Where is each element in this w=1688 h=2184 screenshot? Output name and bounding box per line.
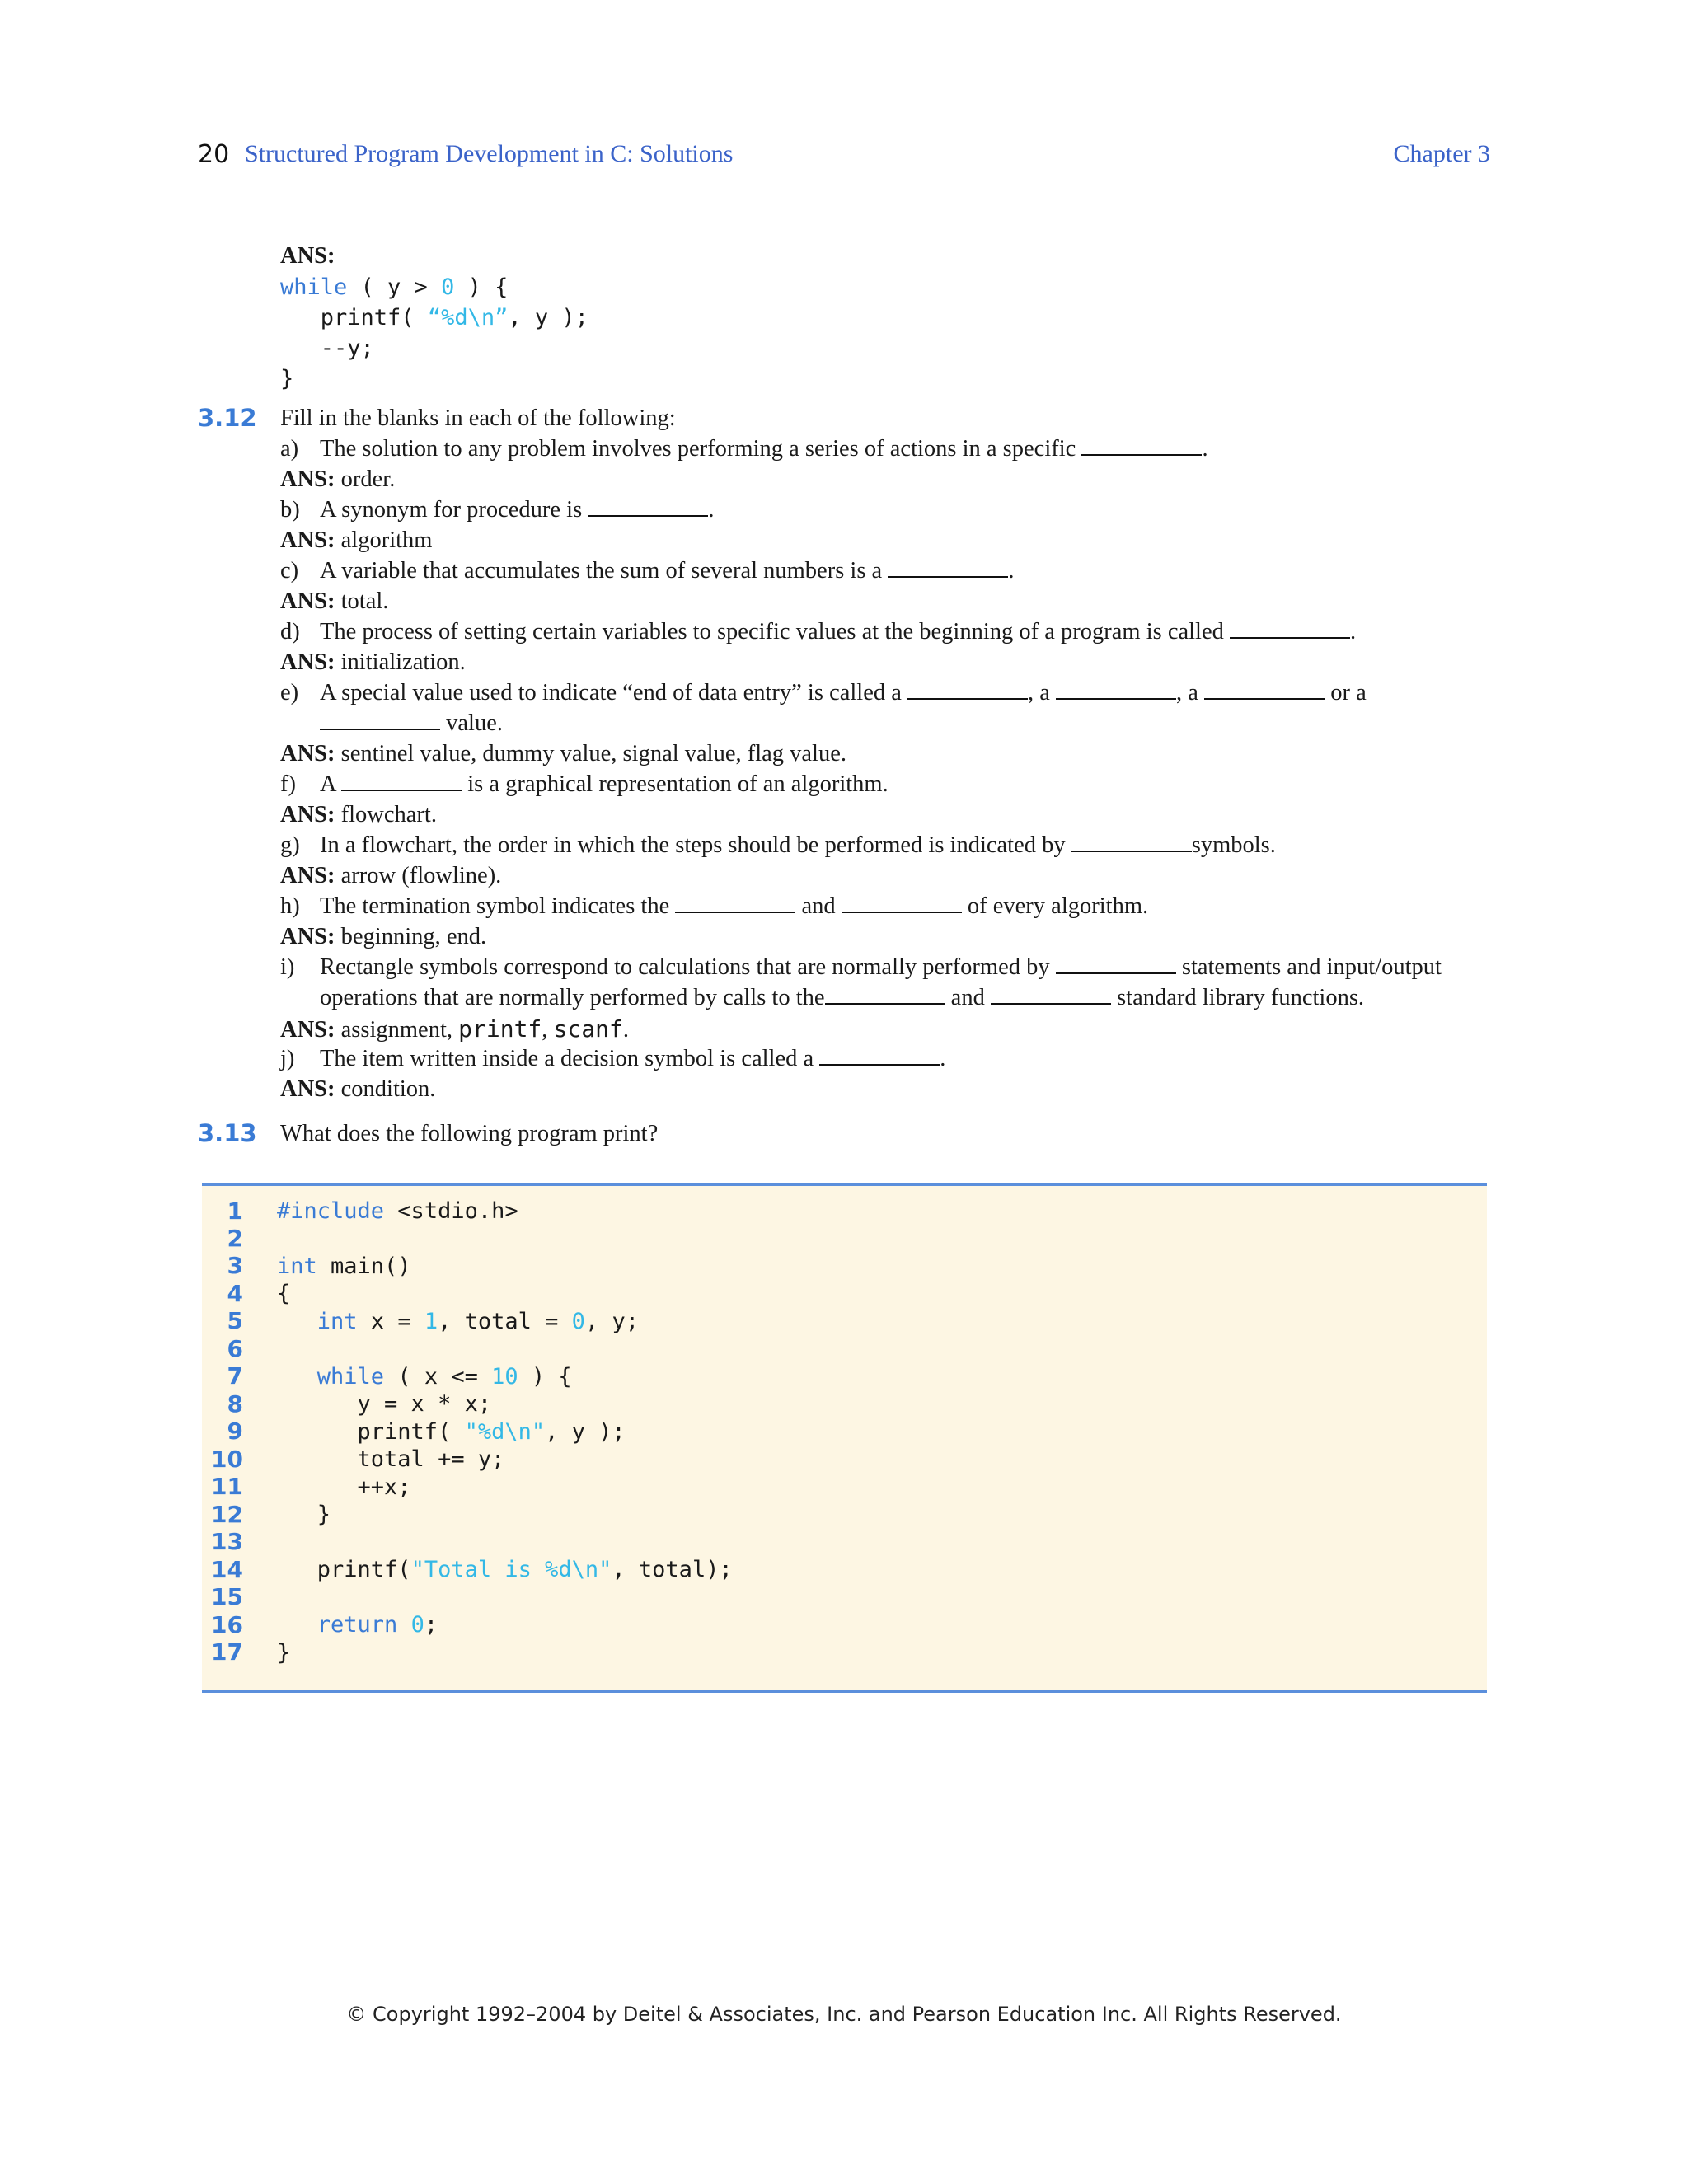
code-line: int x = 1, total = 0, y;: [316, 1309, 639, 1334]
blank: [1230, 636, 1350, 639]
blank: [341, 789, 462, 791]
code-line: printf( "%d\n", y );: [277, 1419, 626, 1445]
code-line: printf("Total is %d\n", total);: [277, 1557, 733, 1582]
answer-c: ANS: total.: [280, 588, 389, 614]
blank: [1204, 697, 1325, 700]
exercise-number: 3.13: [198, 1119, 257, 1147]
line-number: 12: [211, 1501, 243, 1528]
question-d: d) The process of setting certain variables to specific values at the beginning of a program is called .: [280, 619, 1357, 644]
question-e: e) A special value used to indicate “end of data entry” is called a , a , a or a: [280, 680, 1367, 705]
line-number: 7: [227, 1362, 243, 1390]
code-line: }: [277, 1640, 291, 1666]
ans-label: ANS:: [280, 243, 335, 269]
code-line: ++x;: [277, 1474, 411, 1500]
blank: [907, 697, 1028, 700]
answer-i: ANS: assignment, printf, scanf.: [280, 1015, 629, 1043]
question-f: f) A is a graphical representation of an algorithm.: [280, 771, 889, 797]
line-number: 5: [227, 1307, 243, 1334]
question-i: i) Rectangle symbols correspond to calculations that are normally performed by statements and input/output: [280, 954, 1442, 980]
blank: [825, 1002, 945, 1005]
question-b: b) A synonym for procedure is .: [280, 497, 715, 523]
question-h: h) The termination symbol indicates the and of every algorithm.: [280, 893, 1149, 919]
blank: [1056, 697, 1176, 700]
question-j: j) The item written inside a decision symbol is called a .: [280, 1046, 946, 1071]
code-line: return 0;: [316, 1612, 438, 1638]
answer-e: ANS: sentinel value, dummy value, signal value, flag value.: [280, 741, 847, 766]
blank: [1071, 850, 1192, 852]
running-head-chapter: Chapter 3: [1393, 140, 1490, 167]
answer-a: ANS: order.: [280, 466, 396, 492]
code-line: total += y;: [277, 1446, 505, 1472]
blank: [588, 514, 708, 517]
code-line: {: [277, 1281, 291, 1306]
blank: [1056, 972, 1176, 974]
blank: [842, 911, 962, 913]
code-line: --y;: [280, 335, 374, 361]
line-number: 10: [211, 1446, 243, 1473]
code-line: }: [277, 1502, 331, 1527]
question-c: c) A variable that accumulates the sum of several numbers is a .: [280, 558, 1015, 583]
line-number: 14: [211, 1556, 243, 1583]
question-a: a) The solution to any problem involves performing a series of actions in a specific .: [280, 436, 1208, 462]
exercise-prompt: Fill in the blanks in each of the following:: [280, 405, 676, 431]
exercise-prompt: What does the following program print?: [280, 1121, 659, 1146]
code-line: printf( “%d\n”, y );: [280, 305, 588, 330]
code-line: y = x * x;: [277, 1391, 492, 1417]
question-e-cont: value.: [320, 710, 503, 737]
answer-g: ANS: arrow (flowline).: [280, 863, 502, 888]
answer-f: ANS: flowchart.: [280, 802, 437, 827]
line-number: 15: [211, 1583, 243, 1610]
page-number: 20: [198, 140, 230, 169]
blank: [675, 911, 795, 913]
answer-j: ANS: condition.: [280, 1076, 436, 1102]
line-number: 6: [227, 1335, 243, 1362]
line-number: 4: [227, 1280, 243, 1307]
question-g: g) In a flowchart, the order in which the steps should be performed is indicated by symbols.: [280, 832, 1276, 858]
line-number: 13: [211, 1528, 243, 1555]
line-number: 8: [227, 1390, 243, 1418]
blank: [1081, 453, 1202, 456]
line-number: 3: [227, 1252, 243, 1279]
question-i-cont: operations that are normally performed by calls to the and standard library functions.: [320, 985, 1365, 1010]
code-line: }: [280, 366, 294, 391]
code-line: int main(): [277, 1254, 411, 1279]
blank: [320, 728, 440, 730]
copyright-footer: © Copyright 1992–2004 by Deitel & Associates, Inc. and Pearson Education Inc. All Rights Reserved.: [346, 2003, 1342, 2026]
line-number: 17: [211, 1638, 243, 1666]
running-head-title: Structured Program Development in C: Solutions: [245, 140, 734, 167]
line-number: 1: [227, 1197, 243, 1225]
blank: [888, 575, 1008, 578]
line-number: 2: [227, 1225, 243, 1252]
answer-b: ANS: algorithm: [280, 527, 433, 553]
blank: [819, 1063, 940, 1066]
line-number: 16: [211, 1611, 243, 1638]
code-line: while ( x <= 10 ) {: [316, 1364, 572, 1390]
exercise-number: 3.12: [198, 404, 257, 432]
answer-d: ANS: initialization.: [280, 649, 466, 675]
answer-h: ANS: beginning, end.: [280, 924, 487, 949]
line-number: 11: [211, 1473, 243, 1500]
code-line: #include <stdio.h>: [277, 1198, 518, 1224]
line-number: 9: [227, 1418, 243, 1445]
code-line: while ( y > 0 ) {: [280, 274, 509, 300]
blank: [991, 1002, 1111, 1005]
